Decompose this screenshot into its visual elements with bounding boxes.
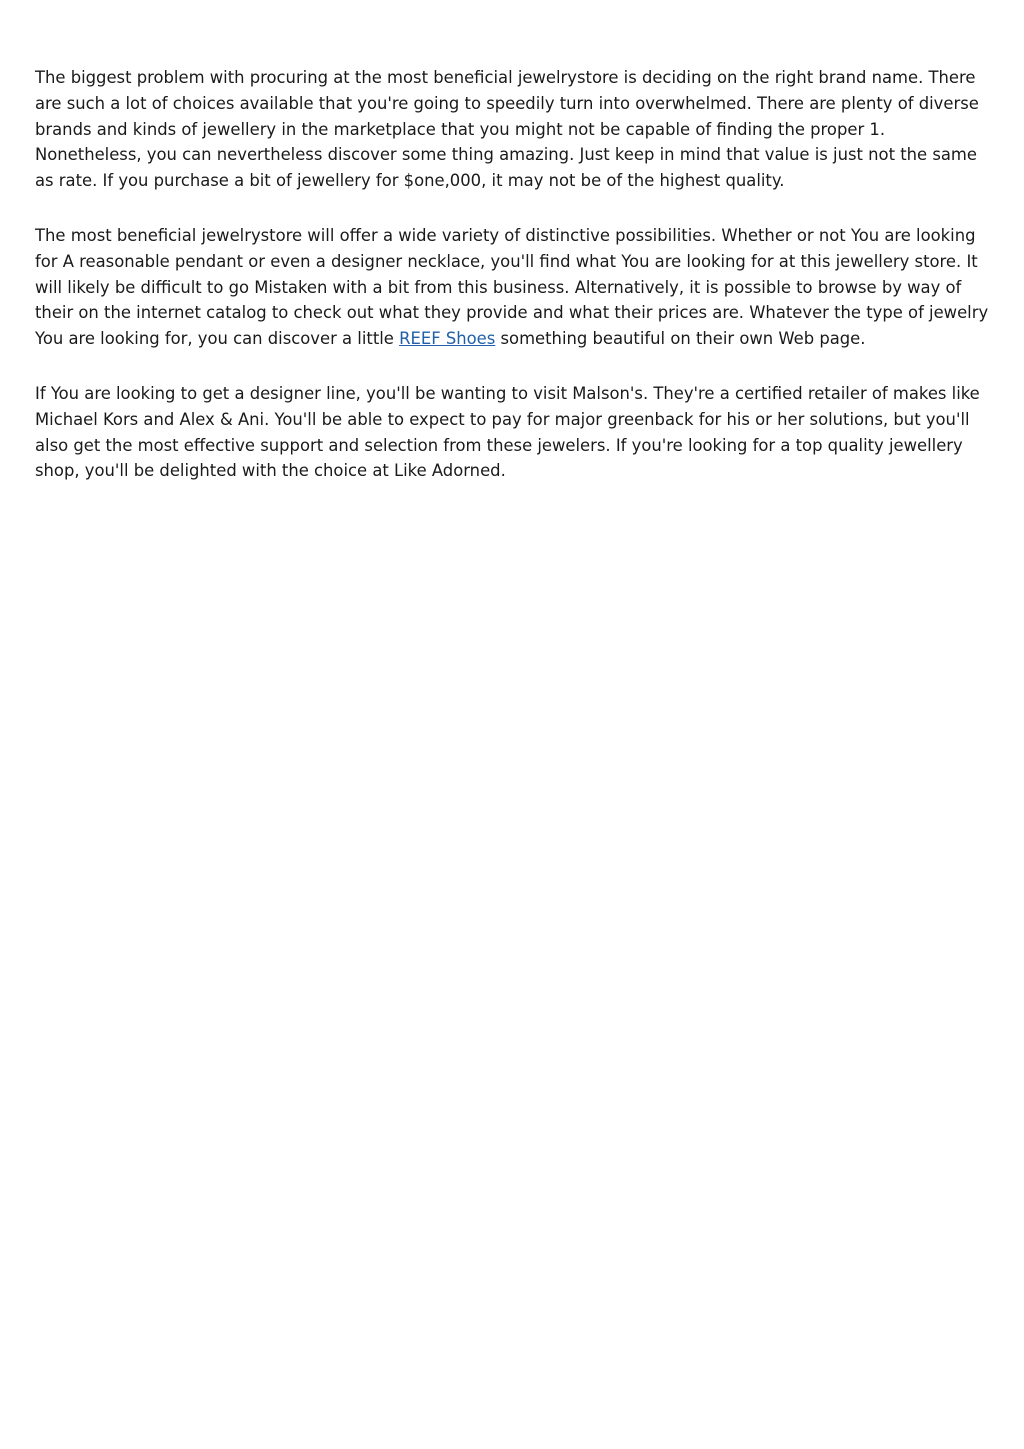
reef-shoes-link[interactable]: REEF Shoes	[399, 329, 496, 349]
document-body	[35, 65, 995, 513]
paragraph-3: If You are looking to get a designer line, you'll be wanting to visit Malson's. They're a certified retailer of makes like Michael Kors and Alex & Ani. You'll be able to expect to pay for major greenback for his or her solutions, but you'll also get the most effective support and selection from these jewelers. If you're looking for a top quality jewellery shop, you'll be delighted with the choice at Like Adorned.	[35, 383, 980, 481]
paragraph-2-text-start: The most beneficial jewelrystore will offer a wide variety of distinctive possibilities. Whether or not You are looking for A reasonable pendant or even a designer necklace, you'll find what You are looking for at this jewellery store. It will likely be difficult to go Mistaken with a bit from this business. Alternatively, it is possible to browse by way of their on the internet catalog to check out what they provide and what their prices are. Whatever the type of jewelry You are looking for, you can discover a little	[35, 225, 989, 349]
paragraph-2	[35, 223, 995, 352]
paragraph-1: The biggest problem with procuring at the most beneficial jewelrystore is deciding on the right brand name. There are such a lot of choices available that you're going to speedily turn into overwhelmed. There are plenty of diverse brands and kinds of jewellery in the marketplace that you might not be capable of finding the proper 1. Nonetheless, you can nevertheless discover some thing amazing. Just keep in mind that value is just not the same as rate. If you purchase a bit of jewellery for $one,000, it may not be of the highest quality.	[35, 68, 979, 191]
paragraph-2-text-end: something beautiful on their own Web page.	[495, 329, 866, 349]
